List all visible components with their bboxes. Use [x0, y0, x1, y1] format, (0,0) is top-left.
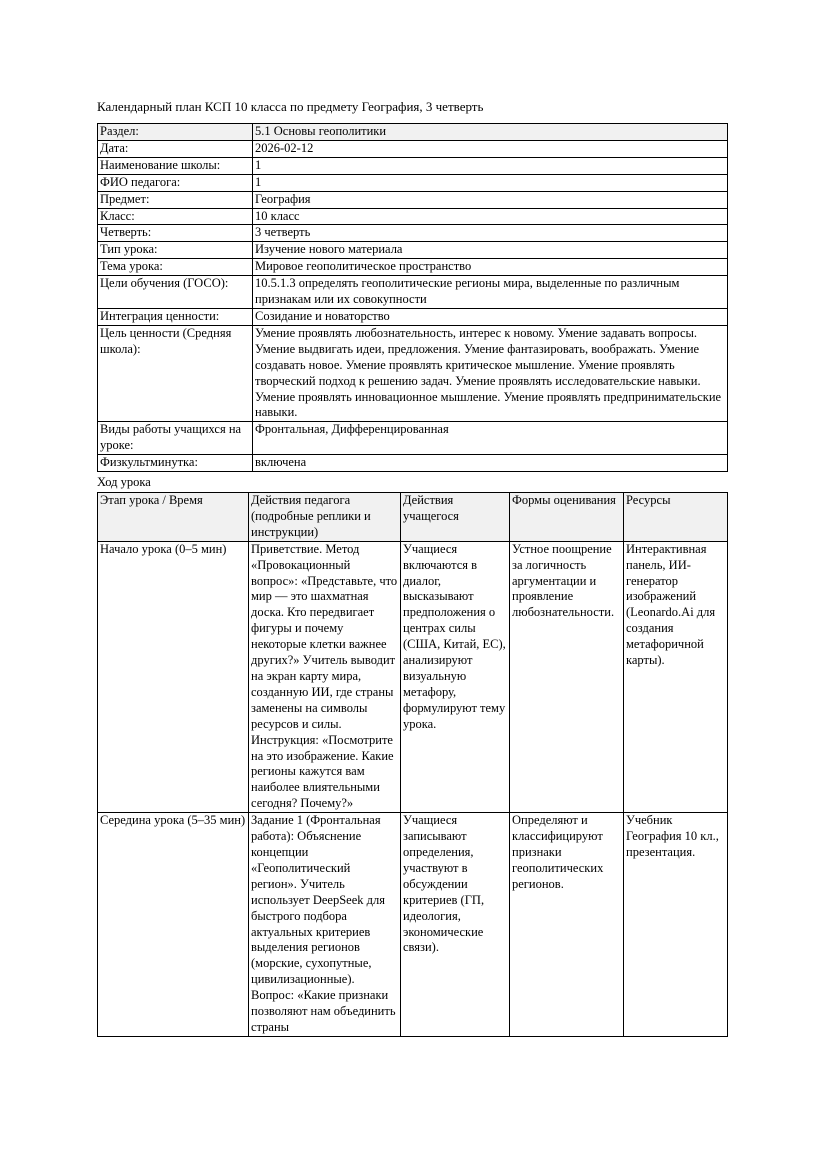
assessment-cell: Устное поощрение за логичность аргументации и проявление любознательности. — [510, 541, 624, 812]
stage-cell: Начало урока (0–5 мин) — [98, 541, 249, 812]
info-value: включена — [253, 455, 728, 472]
info-label: Дата: — [98, 140, 253, 157]
section-heading: Ход урока — [97, 475, 151, 490]
table-row — [98, 157, 728, 174]
table-row — [98, 325, 728, 421]
teacher-actions-cell: Задание 1 (Фронтальная работа): Объяснение концепции «Геополитический регион». Учитель использует DeepSeek для быстрого подбора актуальных критериев выделения регионов (морские, сухопутные, цивилизационные). Вопрос: «Какие признаки позволяют нам объединить страны — [249, 813, 401, 1037]
info-label: Наименование школы: — [98, 157, 253, 174]
teacher-actions-cell: Приветствие. Метод «Провокационный вопрос»: «Представьте, что мир — это шахматная доска. Кто передвигает фигуры и почему некоторые клетки важнее других?» Учитель выводит на экран карту мира, созданную ИИ, где страны заменены на символы ресурсов и силы. Инструкция: «Посмотрите на это изображение. Какие регионы кажутся вам наиболее влиятельными сегодня? Почему?» — [249, 541, 401, 812]
info-value: 3 четверть — [253, 225, 728, 242]
document-title: Календарный план КСП 10 класса по предмету География, 3 четверть — [97, 99, 484, 114]
table-row — [98, 813, 728, 1037]
info-value: 1 — [253, 174, 728, 191]
info-label: ФИО педагога: — [98, 174, 253, 191]
column-header-resources: Ресурсы — [624, 493, 728, 542]
column-header-assessment: Формы оценивания — [510, 493, 624, 542]
table-header-row — [98, 493, 728, 542]
resources-cell: Учебник География 10 кл., презентация. — [624, 813, 728, 1037]
document-content — [97, 99, 728, 1037]
info-value: Мировое геополитическое пространство — [253, 259, 728, 276]
info-value: Созидание и новаторство — [253, 308, 728, 325]
table-row — [98, 455, 728, 472]
table-row — [98, 422, 728, 455]
lesson-info-table — [97, 123, 728, 472]
student-actions-cell: Учащиеся включаются в диалог, высказывают предположения о центрах силы (США, Китай, ЕС), анализируют визуальную метафору, формулируют тему урока. — [401, 541, 510, 812]
table-row — [98, 242, 728, 259]
assessment-cell: Определяют и классифицируют признаки геополитических регионов. — [510, 813, 624, 1037]
stage-cell: Середина урока (5–35 мин) — [98, 813, 249, 1037]
lesson-flow-table — [97, 492, 728, 1037]
table-row — [98, 208, 728, 225]
info-label: Тип урока: — [98, 242, 253, 259]
info-label: Интеграция ценности: — [98, 308, 253, 325]
info-value: Изучение нового материала — [253, 242, 728, 259]
table-row — [98, 259, 728, 276]
info-label: Физкультминутка: — [98, 455, 253, 472]
info-value: География — [253, 191, 728, 208]
info-label: Класс: — [98, 208, 253, 225]
info-label: Виды работы учащихся на уроке: — [98, 422, 253, 455]
info-label: Цель ценности (Средняя школа): — [98, 325, 253, 421]
resources-cell: Интерактивная панель, ИИ-генератор изображений (Leonardo.Ai для создания метафоричной карты). — [624, 541, 728, 812]
table-row — [98, 124, 728, 141]
info-label: Предмет: — [98, 191, 253, 208]
info-value: 10 класс — [253, 208, 728, 225]
column-header-student-actions: Действия учащегося — [401, 493, 510, 542]
table-row — [98, 140, 728, 157]
info-label: Раздел: — [98, 124, 253, 141]
info-value: Фронтальная, Дифференцированная — [253, 422, 728, 455]
info-value: 2026-02-12 — [253, 140, 728, 157]
table-row — [98, 225, 728, 242]
info-value: Умение проявлять любознательность, интерес к новому. Умение задавать вопросы. Умение выдвигать идеи, предложения. Умение фантазировать, воображать. Умение создавать новое. Умение проявлять критическое мышление. Умение проявлять творческий подход к решению задач. Умение проявлять исследовательские навыки. Умение проявлять инновационное мышление. Умение проявлять предпринимательские навыки. — [253, 325, 728, 421]
info-value: 1 — [253, 157, 728, 174]
table-row — [98, 174, 728, 191]
column-header-stage: Этап урока / Время — [98, 493, 249, 542]
table-row — [98, 308, 728, 325]
column-header-teacher-actions: Действия педагога (подробные реплики и инструкции) — [249, 493, 401, 542]
info-label: Четверть: — [98, 225, 253, 242]
table-row — [98, 541, 728, 812]
table-row — [98, 276, 728, 309]
table-row — [98, 191, 728, 208]
student-actions-cell: Учащиеся записывают определения, участвуют в обсуждении критериев (ГП, идеология, экономические связи). — [401, 813, 510, 1037]
info-value: 10.5.1.3 определять геополитические регионы мира, выделенные по различным признакам или их совокупности — [253, 276, 728, 309]
info-label: Цели обучения (ГОСО): — [98, 276, 253, 309]
info-value: 5.1 Основы геополитики — [253, 124, 728, 141]
info-label: Тема урока: — [98, 259, 253, 276]
